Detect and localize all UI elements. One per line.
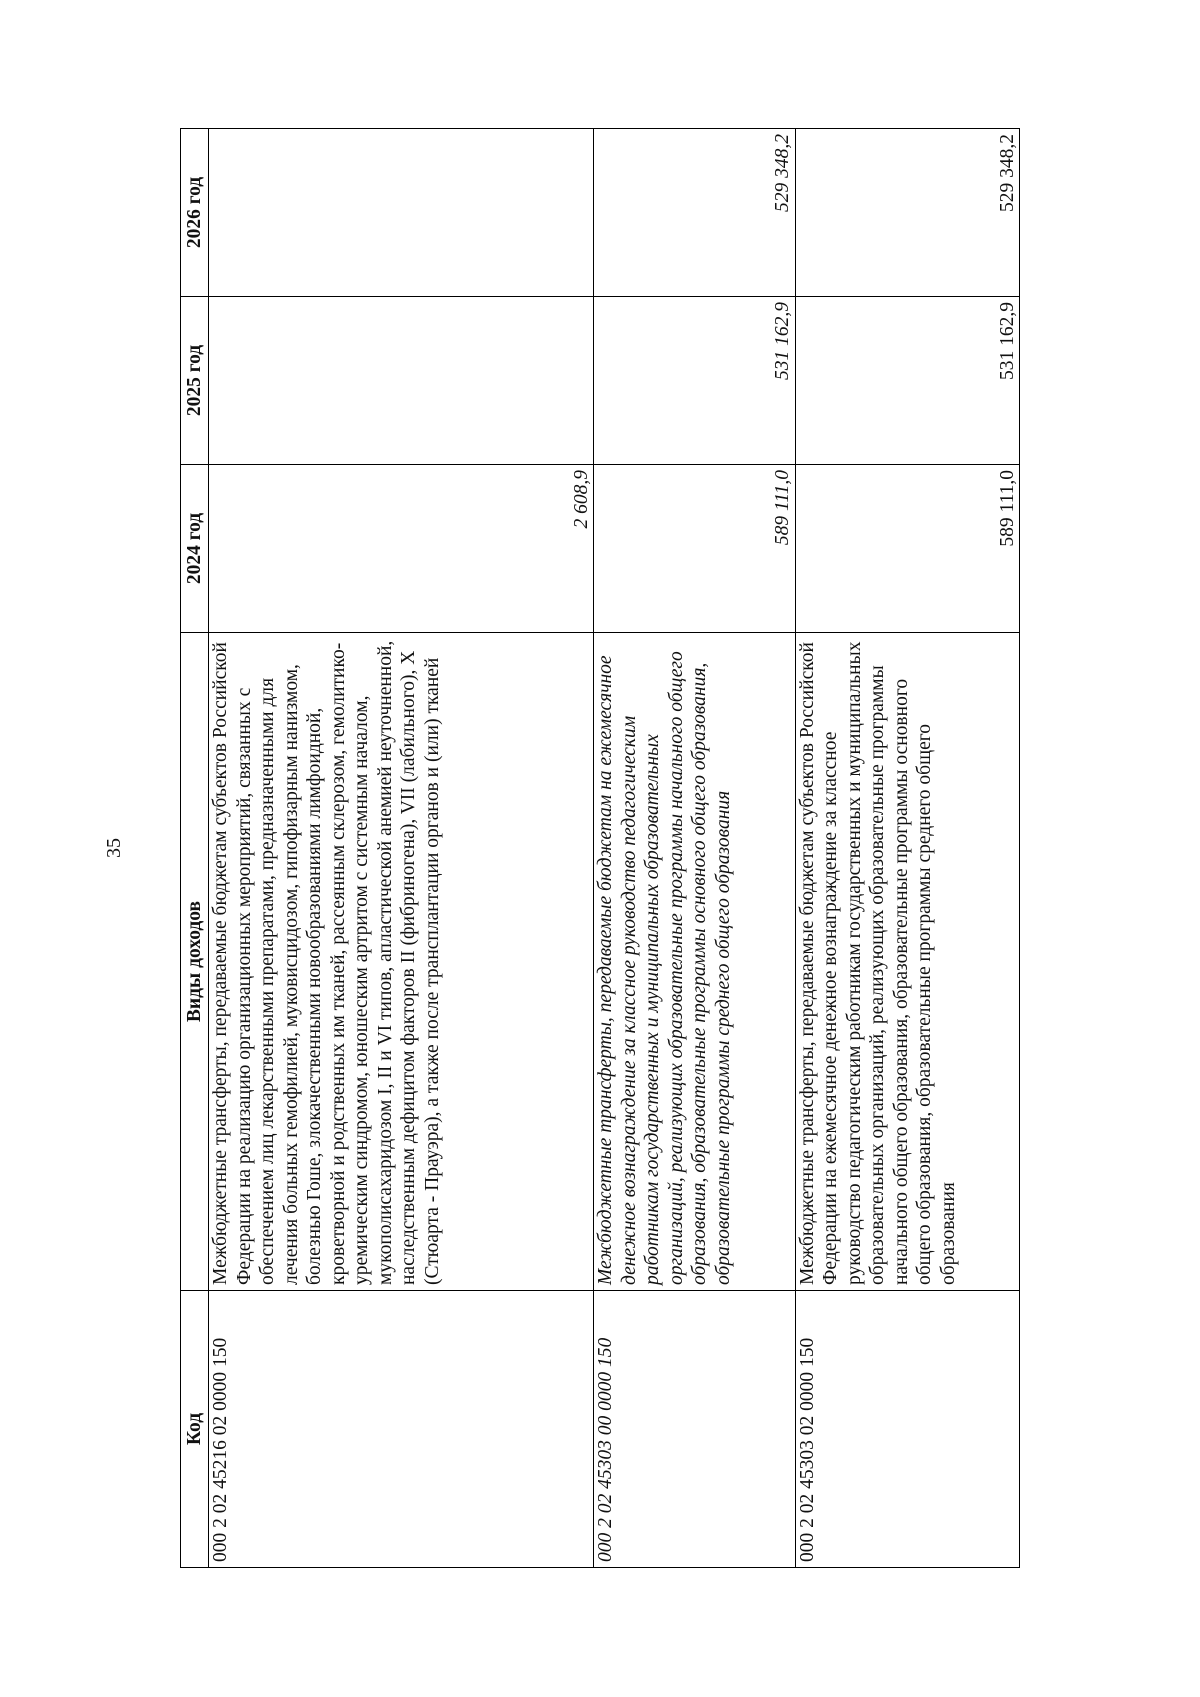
cell-2026: 529 348,2 bbox=[795, 129, 1019, 297]
cell-2024: 2 608,9 bbox=[209, 465, 594, 633]
cell-2024: 589 111,0 bbox=[795, 465, 1019, 633]
revenue-table bbox=[180, 128, 1020, 1568]
cell-2025 bbox=[209, 297, 594, 465]
cell-revenue-type: Межбюджетные трансферты, передаваемые бюджетам на ежемесячное денежное вознаграждение за классное руководство педагогическим работникам государственных и муниципальных образовательных организаций, реализующих образовательные программы начального общего образования, образовательные программы основного общего образования, образовательные программы среднего общего образования bbox=[594, 633, 795, 1291]
table-header-row bbox=[181, 129, 209, 1568]
page-number: 35 bbox=[103, 838, 125, 858]
header-year-2024: 2024 год bbox=[181, 465, 209, 633]
table-row bbox=[209, 129, 594, 1568]
cell-revenue-type: Межбюджетные трансферты, передаваемые бюджетам субъектов Российской Федерации на реализацию организационных мероприятий, связанных с обеспечением лиц лекарственными препаратами, предназначенными для лечения больных гемофилией, муковисцидозом, гипофизарным нанизмом, болезнью Гоше, злокачественными новообразованиями лимфоидной, кроветворной и родственных им тканей, рассеянным склерозом, гемолитико-уремическим синдромом, юношеским артритом с системным началом, мукополисахаридозом I, II и VI типов, апластической анемией неуточненной, наследственным дефицитом факторов II (фибриногена), VII (лабильного), X (Стюарта - Прауэра), а также после трансплантации органов и (или) тканей bbox=[209, 633, 594, 1291]
table-row bbox=[795, 129, 1019, 1568]
cell-2024: 589 111,0 bbox=[594, 465, 795, 633]
cell-2026 bbox=[209, 129, 594, 297]
header-code: Код bbox=[181, 1291, 209, 1568]
cell-code: 000 2 02 45216 02 0000 150 bbox=[209, 1291, 594, 1568]
header-year-2026: 2026 год bbox=[181, 129, 209, 297]
header-year-2025: 2025 год bbox=[181, 297, 209, 465]
rotated-table-container bbox=[180, 128, 1020, 1568]
cell-code: 000 2 02 45303 00 0000 150 bbox=[594, 1291, 795, 1568]
table-row bbox=[594, 129, 795, 1568]
cell-2026: 529 348,2 bbox=[594, 129, 795, 297]
cell-2025: 531 162,9 bbox=[795, 297, 1019, 465]
header-revenue-type: Виды доходов bbox=[181, 633, 209, 1291]
cell-code: 000 2 02 45303 02 0000 150 bbox=[795, 1291, 1019, 1568]
cell-revenue-type: Межбюджетные трансферты, передаваемые бюджетам субъектов Российской Федерации на ежемесячное денежное вознаграждение за классное руководство педагогическим работникам государственных и муниципальных образовательных организаций, реализующих образовательные программы начального общего образования, образовательные программы основного общего образования, образовательные программы среднего общего образования bbox=[795, 633, 1019, 1291]
cell-2025: 531 162,9 bbox=[594, 297, 795, 465]
